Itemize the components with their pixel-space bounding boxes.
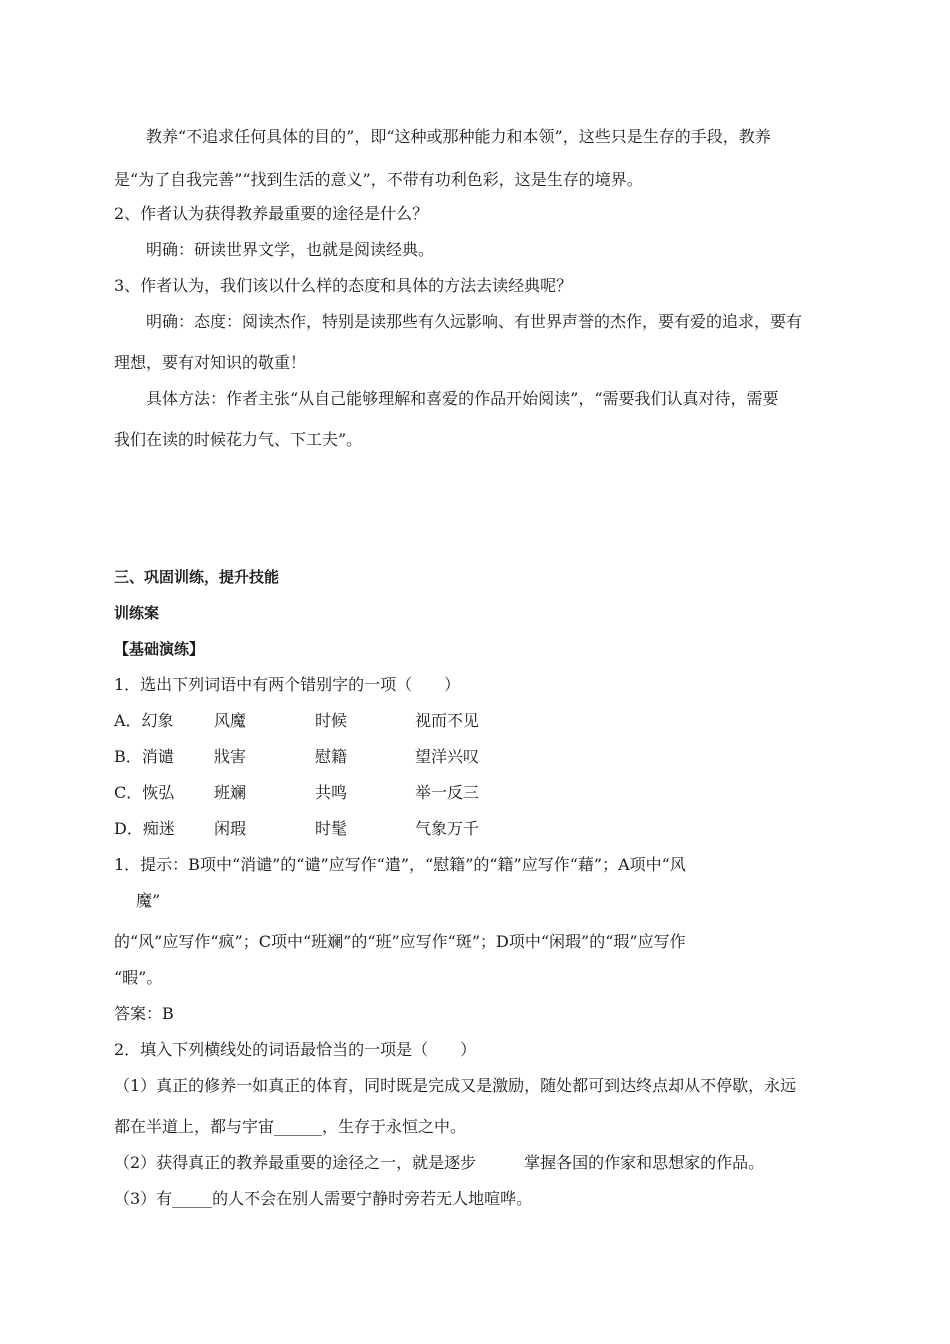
question-3-answer-line2: 理想，要有对知识的敬重！	[114, 353, 307, 372]
practice-title: 【基础演练】	[114, 640, 205, 658]
section-heading: 三、巩固训练，提升技能	[114, 568, 280, 586]
option-d-word2: 闲瑕	[214, 819, 247, 838]
option-a-word3: 时候	[315, 711, 348, 730]
option-d-word1: D．痴迷	[114, 819, 175, 838]
question-2-item1-line1: （1）真正的修养一如真正的体育，同时既是完成又是激励，随处都可到达终点却从不停歇，永远	[114, 1076, 797, 1095]
question-2-stem: 2．填入下列横线处的词语最恰当的一项是（ ）	[114, 1040, 477, 1059]
question-2-answer: 明确：研读世界文学，也就是阅读经典。	[146, 240, 435, 259]
method-line2: 我们在读的时候花力气、下工夫”。	[114, 430, 363, 449]
option-d-word3: 时髦	[315, 819, 348, 838]
method-line1: 具体方法：作者主张“从自己能够理解和喜爱的作品开始阅读”，“需要我们认真对待，需要	[146, 389, 779, 408]
option-a-word1: A．幻象	[114, 711, 174, 730]
question-2: 2、作者认为获得教养最重要的途径是什么？	[114, 204, 429, 223]
question-1-hint-line3: 的“风”应写作“疯”；C项中“班斓”的“班”应写作“斑”；D项中“闲瑕”的“瑕”应写作	[114, 932, 686, 951]
option-c-word2: 班斓	[214, 783, 247, 802]
paragraph-cultivation-line1: 教养“不追求任何具体的目的”，即“这种或那种能力和本领”，这些只是生存的手段，教养	[146, 127, 771, 146]
option-d-word4: 气象万千	[415, 819, 480, 838]
option-c-word3: 共鸣	[315, 783, 348, 802]
option-a-word4: 视而不见	[415, 711, 480, 730]
question-2-item2: （2）获得真正的教养最重要的途径之一，就是逐步 掌握各国的作家和思想家的作品。	[114, 1153, 765, 1172]
option-b-word2: 戕害	[214, 747, 247, 766]
option-a-word2: 风魔	[214, 711, 247, 730]
question-1-hint-line2: 魔”	[136, 891, 161, 910]
option-c-word1: C．恢弘	[114, 783, 175, 802]
question-1-hint-line1: 1．提示：B项中“消谴”的“谴”应写作“遣”，“慰籍”的“籍”应写作“藉”；A项中“风	[114, 855, 686, 874]
paragraph-cultivation-line2: 是“为了自我完善”“找到生活的意义”，不带有功利色彩，这是生存的境界。	[114, 170, 643, 189]
question-1-answer: 答案：B	[114, 1004, 174, 1023]
option-b-word1: B．消谴	[114, 747, 174, 766]
option-b-word4: 望洋兴叹	[415, 747, 480, 766]
option-b-word3: 慰籍	[315, 747, 348, 766]
question-3-answer-line1: 明确：态度：阅读杰作，特别是读那些有久远影响、有世界声誉的杰作，要有爱的追求，要有	[146, 312, 803, 331]
question-2-item1-line2: 都在半道上，都与宇宙______，生存于永恒之中。	[114, 1117, 467, 1136]
option-c-word4: 举一反三	[415, 783, 480, 802]
section-subheading: 训练案	[114, 604, 160, 622]
question-3: 3、作者认为，我们该以什么样的态度和具体的方法去读经典呢？	[114, 276, 573, 295]
question-1-hint-line4: “暇”。	[114, 968, 163, 987]
question-1-stem: 1．选出下列词语中有两个错别字的一项（ ）	[114, 675, 461, 694]
question-2-item3: （3）有_____的人不会在别人需要宁静时旁若无人地喧哗。	[114, 1189, 533, 1208]
